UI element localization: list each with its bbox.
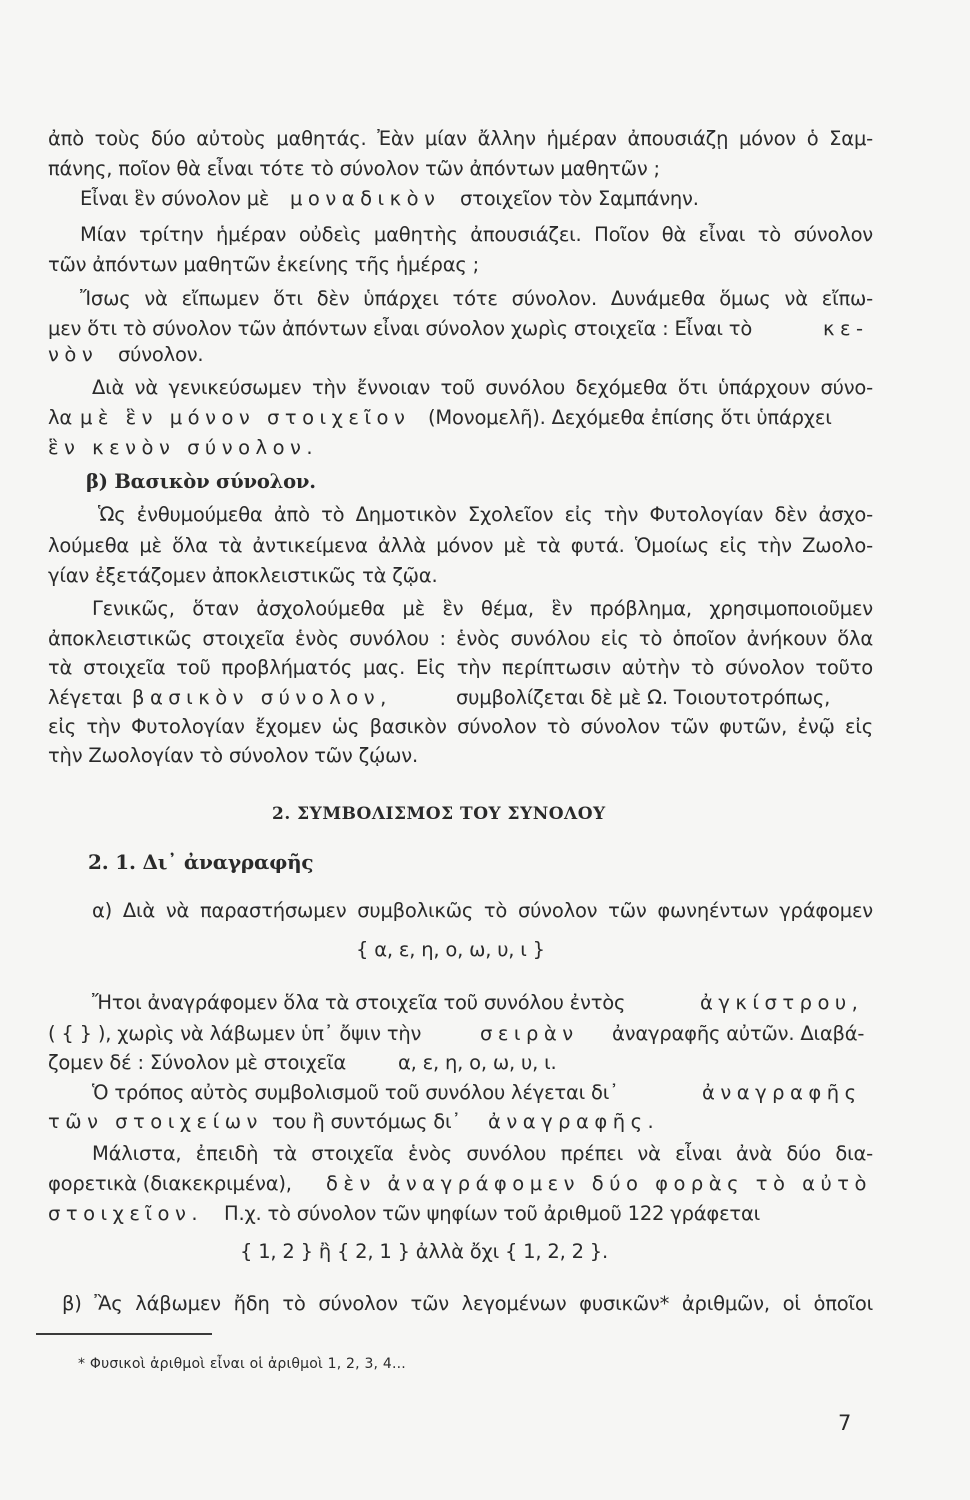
text-line: ἀναγραφῆς αὐτῶν. Διαβά- — [612, 1022, 865, 1045]
text-line: στοιχεῖον τὸν Σαμπάνην. — [460, 187, 699, 210]
formula: { 1, 2 } ἢ { 2, 1 } ἀλλὰ ὄχι { 1, 2, 2 }. — [240, 1240, 608, 1263]
text-line: Διὰ νὰ γενικεύσωμεν τὴν ἔννοιαν τοῦ συνόλου δεχόμεθα ὅτι ὑπάρχουν σύνο- — [92, 376, 873, 399]
text-line: ζομεν δέ : Σύνολον μὲ στοιχεῖα — [48, 1051, 347, 1074]
text-line: λούμεθα μὲ ὅλα τὰ ἀντικείμενα ἀλλὰ μόνον μὲ τὰ φυτά. Ὁμοίως εἰς τὴν Ζωολο- — [48, 534, 873, 557]
text-line: ( { } ), χωρὶς νὰ λάβωμεν ὑπ᾿ ὄψιν τὴν — [48, 1022, 422, 1045]
text-line: τῶν ἀπόντων μαθητῶν ἐκείνης τῆς ἡμέρας ; — [48, 253, 480, 276]
text-line: Ὡς ἐνθυμούμεθα ἀπὸ τὸ Δημοτικὸν Σχολεῖον εἰς τὴν Φυτολογίαν δὲν ἀσχο- — [98, 503, 873, 526]
text-line: μεν ὅτι τὸ σύνολον τῶν ἀπόντων εἶναι σύνολον χωρὶς στοιχεῖα : Εἶναι τὸ — [48, 317, 753, 340]
subsection-title: β) Βασικὸν σύνολον. — [86, 470, 316, 493]
spaced-text: στοιχεῖον. — [48, 1202, 204, 1225]
spaced-text: μὲ ἓν μόνον στοιχεῖον — [80, 406, 411, 429]
text-line: Ὁ τρόπος αὐτὸς συμβολισμοῦ τοῦ συνόλου λέγεται δι᾿ — [92, 1081, 619, 1104]
spaced-text: βασικὸν σύνολον, — [132, 686, 392, 709]
text-line: ἀποκλειστικῶς στοιχεῖα ἑνὸς συνόλου : ἑνὸς συνόλου εἰς τὸ ὁποῖον ἀνήκουν ὅλα — [48, 627, 873, 650]
text-line: Μίαν τρίτην ἡμέραν οὐδεὶς μαθητὴς ἀπουσιάζει. Ποῖον θὰ εἶναι τὸ σύνολον — [80, 223, 873, 246]
text-line: Ἤτοι ἀναγράφομεν ὅλα τὰ στοιχεῖα τοῦ συνόλου ἐντὸς — [92, 991, 626, 1014]
spaced-text: ἀναγραφῆς — [702, 1081, 862, 1104]
text-line: (Μονομελῆ). Δεχόμεθα ἐπίσης ὅτι ὑπάρχει — [428, 406, 832, 429]
spaced-text: μοναδικὸν — [290, 187, 441, 210]
text-line: εἰς τὴν Φυτολογίαν ἔχομεν ὡς βασικὸν σύνολον τὸ σύνολον τῶν φυτῶν, ἐνῷ εἰς — [48, 715, 873, 738]
text-line: λέγεται — [48, 686, 122, 709]
footnote-divider — [36, 1333, 212, 1335]
spaced-text: κε- — [823, 317, 869, 340]
text-line: του ἢ συντόμως δι᾿ — [272, 1110, 461, 1133]
text-line: λα — [48, 406, 72, 429]
spaced-text: ἀναγραφῆς. — [488, 1110, 660, 1133]
subsection-title: 2. 1. Δι᾿ ἀναγραφῆς — [88, 850, 314, 874]
text-line: τὴν Ζωολογίαν τὸ σύνολον τῶν ζῴων. — [48, 744, 418, 767]
formula: { α, ε, η, ο, ω, υ, ι } — [356, 938, 545, 961]
spaced-text: δὲν ἀναγράφομεν δύο φορὰς τὸ αὐτὸ — [326, 1172, 872, 1195]
section-heading: 2. ΣΥΜΒΟΛΙΣΜΟΣ ΤΟΥ ΣΥΝΟΛΟΥ — [272, 804, 606, 824]
text-line: Ἴσως νὰ εἴπωμεν ὅτι δὲν ὑπάρχει τότε σύνολον. Δυνάμεθα ὅμως νὰ εἴπω- — [80, 287, 873, 310]
text-line: Π.χ. τὸ σύνολον τῶν ψηφίων τοῦ ἀριθμοῦ 122 γράφεται — [224, 1202, 761, 1225]
text-line: α, ε, η, ο, ω, υ, ι. — [398, 1051, 557, 1074]
text-line: Εἶναι ἓν σύνολον μὲ — [80, 187, 270, 210]
spaced-text: ἀγκίστρου, — [700, 991, 864, 1014]
text-line: συμβολίζεται δὲ μὲ Ω. Τοιουτοτρόπως, — [456, 686, 831, 709]
text-line: σύνολον. — [118, 343, 204, 366]
text-line: ἀπὸ τοὺς δύο αὐτοὺς μαθητάς. Ἐὰν μίαν ἄλλην ἡμέραν ἀπουσιάζῃ μόνον ὁ Σαμ- — [48, 127, 873, 150]
text-line: τὰ στοιχεῖα τοῦ προβλήματός μας. Εἰς τὴν περίπτωσιν αὐτὴν τὸ σύνολον τοῦτο — [48, 656, 873, 679]
text-line: φορετικὰ (διακεκριμένα), — [48, 1172, 292, 1195]
text-line: Γενικῶς, ὅταν ἀσχολούμεθα μὲ ἓν θέμα, ἓν πρόβλημα, χρησιμοποιοῦμεν — [92, 597, 873, 620]
text-line: γίαν ἐξετάζομεν ἀποκλειστικῶς τὰ ζῷα. — [48, 564, 438, 587]
text-line: πάνης, ποῖον θὰ εἶναι τότε τὸ σύνολον τῶν ἀπόντων μαθητῶν ; — [48, 157, 660, 180]
text-line: Μάλιστα, ἐπειδὴ τὰ στοιχεῖα ἑνὸς συνόλου πρέπει νὰ εἶναι ἀνὰ δύο δια- — [92, 1142, 873, 1165]
page-number: 7 — [838, 1411, 852, 1435]
text-line: β) Ἂς λάβωμεν ἤδη τὸ σύνολον τῶν λεγομένων φυσικῶν* ἀριθμῶν, οἱ ὁποῖοι — [62, 1292, 873, 1315]
spaced-text: νὸν — [48, 343, 99, 366]
spaced-text: τῶν στοιχείων — [48, 1110, 263, 1133]
text-line: α) Διὰ νὰ παραστήσωμεν συμβολικῶς τὸ σύνολον τῶν φωνηέντων γράφομεν — [92, 899, 873, 922]
spaced-text: σειρὰν — [480, 1022, 579, 1045]
spaced-text: ἓν κενὸν σύνολον. — [48, 436, 319, 459]
footnote: * Φυσικοὶ ἀριθμοὶ εἶναι οἱ ἀριθμοὶ 1, 2, 3, 4... — [78, 1356, 406, 1372]
